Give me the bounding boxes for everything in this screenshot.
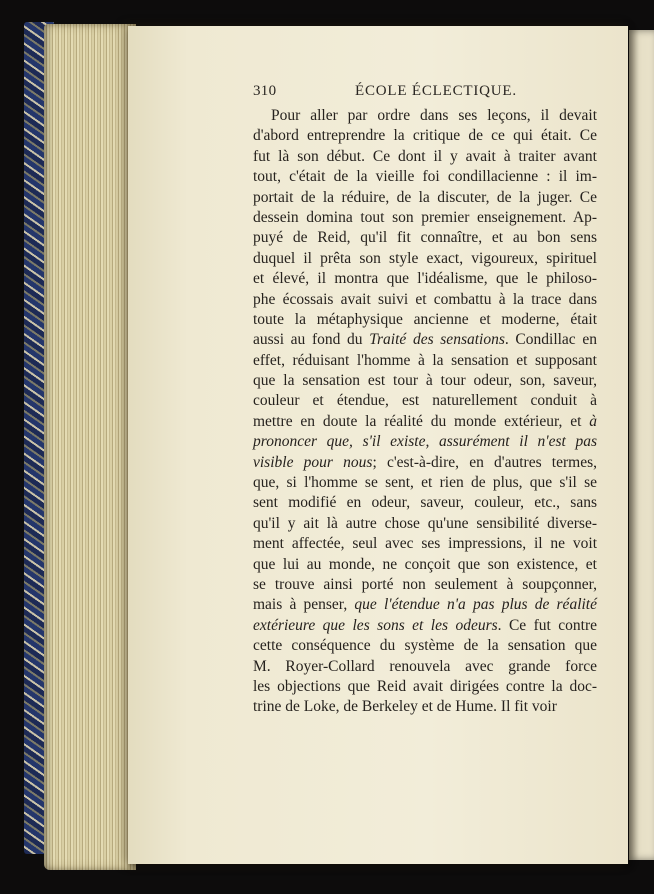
italic-segment: visible pour nous bbox=[253, 453, 373, 471]
text-segment: . Ce fut contre bbox=[497, 616, 597, 634]
text-segment: dessein domina tout son premier enseignement. Ap- bbox=[253, 208, 597, 226]
text-segment: ment affectée, seul avec ses impressions, il ne voit bbox=[253, 535, 597, 553]
text-line bbox=[253, 677, 597, 697]
text-line bbox=[253, 534, 597, 554]
text-segment: fut là son début. Ce dont il y avait à traiter avant bbox=[253, 147, 597, 165]
body-text bbox=[253, 106, 597, 718]
text-line bbox=[253, 249, 597, 269]
text-segment: phe écossais avait suivi et combattu à la trace dans bbox=[253, 290, 597, 308]
text-line bbox=[253, 595, 597, 615]
text-line bbox=[253, 657, 597, 677]
text-line bbox=[253, 636, 597, 656]
text-segment: trine de Loke, de Berkeley et de Hume. Il fit voir bbox=[253, 698, 557, 716]
text-segment: que la sensation est tour à tour odeur, son, saveur, bbox=[253, 372, 597, 390]
text-line bbox=[253, 453, 597, 473]
italic-segment: que l'étendue n'a pas plus de réalité bbox=[354, 596, 597, 614]
text-segment: puyé de Reid, qu'il fit connaître, et au bon sens bbox=[253, 229, 597, 247]
text-line bbox=[253, 616, 597, 636]
text-segment: qu'il y ait là autre chose qu'une sensibilité diverse- bbox=[253, 514, 597, 532]
text-line bbox=[253, 269, 597, 289]
text-line bbox=[253, 697, 597, 717]
facing-page-edge bbox=[629, 30, 654, 860]
text-segment: Pour aller par ordre dans ses leçons, il devait bbox=[271, 107, 597, 124]
text-line bbox=[253, 310, 597, 330]
text-line bbox=[253, 412, 597, 432]
page-edges bbox=[44, 24, 136, 870]
text-line bbox=[253, 167, 597, 187]
text-line bbox=[253, 391, 597, 411]
text-segment: se trouve ainsi porté non seulement à soupçonner, bbox=[253, 575, 597, 593]
text-line bbox=[253, 432, 597, 452]
text-segment: les objections que Reid avait dirigées contre la doc- bbox=[253, 677, 597, 695]
text-line bbox=[253, 555, 597, 575]
text-segment: que lui au monde, ne conçoit que son existence, et bbox=[253, 555, 597, 573]
text-line bbox=[253, 106, 597, 126]
text-line bbox=[253, 371, 597, 391]
text-line bbox=[253, 208, 597, 228]
text-line bbox=[253, 575, 597, 595]
text-segment: cette conséquence du système de la sensation que bbox=[253, 637, 597, 655]
text-segment: et élevé, il montra que l'idéalisme, que le philoso- bbox=[253, 270, 597, 288]
text-segment: toute la métaphysique ancienne et moderne, était bbox=[253, 310, 597, 328]
text-line bbox=[253, 228, 597, 248]
text-line bbox=[253, 126, 597, 146]
text-line bbox=[253, 290, 597, 310]
text-segment: mais à penser, bbox=[253, 596, 355, 614]
text-segment: tout, c'était de la vieille foi condillacienne : il im- bbox=[253, 168, 597, 186]
italic-segment: à bbox=[589, 412, 597, 430]
text-segment: d'abord entreprendre la critique de ce qui était. Ce bbox=[253, 127, 597, 145]
italic-segment: Traité des sensations bbox=[369, 331, 505, 349]
text-segment: duquel il prêta son style exact, vigoureux, spirituel bbox=[253, 249, 597, 267]
text-segment: M. Royer-Collard renouvela avec grande force bbox=[253, 657, 597, 675]
text-line bbox=[253, 351, 597, 371]
text-segment: ; c'est-à-dire, en d'autres termes, bbox=[372, 453, 597, 471]
text-segment: mettre en doute la réalité du monde extérieur, et bbox=[253, 412, 590, 430]
text-line bbox=[253, 473, 597, 493]
italic-segment: prononcer que, s'il existe, assurément il n'est pas bbox=[253, 433, 597, 451]
text-segment: aussi au fond du bbox=[253, 331, 370, 349]
italic-segment: extérieure que les sons et les odeurs bbox=[253, 616, 498, 634]
text-line bbox=[253, 330, 597, 350]
text-segment: que, si l'homme se sent, et rien de plus, que s'il se bbox=[253, 474, 597, 492]
text-segment: couleur et étendue, est naturellement conduit à bbox=[253, 392, 597, 410]
text-segment: . Condillac en bbox=[504, 331, 597, 349]
text-line bbox=[253, 514, 597, 534]
text-line bbox=[253, 188, 597, 208]
page-number: 310 bbox=[253, 83, 277, 99]
text-segment: effet, réduisant l'homme à la sensation et supposant bbox=[253, 351, 597, 369]
text-line bbox=[253, 493, 597, 513]
text-segment: sent modifié en odeur, saveur, couleur, etc., sans bbox=[253, 494, 597, 512]
text-segment: portait de la réduire, de la discuter, de la juger. Ce bbox=[253, 188, 597, 206]
text-line bbox=[253, 147, 597, 167]
chapter-title: ÉCOLE ÉCLECTIQUE. bbox=[355, 83, 517, 99]
